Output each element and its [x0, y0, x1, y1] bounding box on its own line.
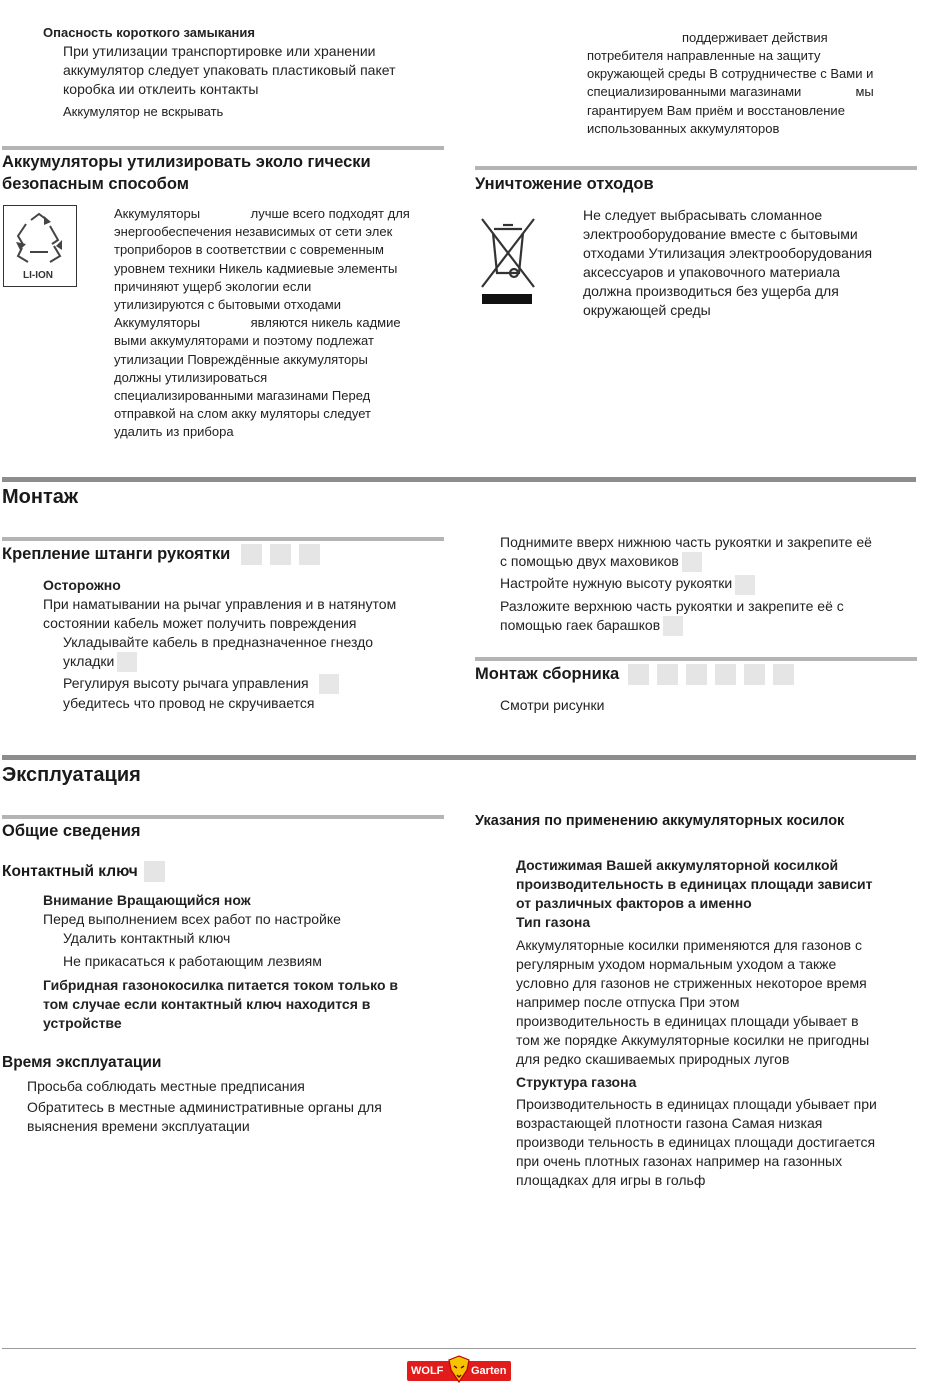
- figure-ref-box: [663, 616, 683, 636]
- wolf-garten-logo: WOLF Garten: [407, 1354, 511, 1384]
- time-title: Время эксплуатации: [2, 1054, 162, 1071]
- section-rule: [475, 657, 917, 661]
- warning-item: Удалить контактный ключ: [63, 930, 231, 946]
- figure-ref-box: [744, 664, 765, 685]
- hybrid-note: Гибридная газонокосилка питается током только в том случае если контактный ключ находится в устройстве: [43, 977, 399, 1031]
- figure-ref-box: [773, 664, 794, 685]
- short-circuit-text: При утилизации транспортировке или хранении аккумулятор следует упаковать пластиковый пакет коробка ии отклеить контакты: [63, 43, 396, 97]
- chapter-rule: [2, 755, 916, 760]
- eco-text: Аккумуляторы лучше всего подходят для энергообеспечения независимых от сети элек троприборов в соответствии с современным уровнем техники Никель кадмиевые элементы причиняют ущерб экологии если утилизируются с бытовыми отходами Аккумуляторы являются никель кадмие выми аккумуляторами и поэтому подлежат утилизации Повреждённые аккумуляторы должны утилизироваться специализированными магазинами Перед отправкой на слом акку муляторы следует удалить из прибора: [114, 206, 410, 440]
- warning-item: Не прикасаться к работающим лезвиям: [63, 953, 322, 969]
- collector-title: Монтаж сборника: [475, 663, 802, 685]
- section-rule: [2, 146, 444, 150]
- figure-ref-box: [117, 652, 137, 672]
- figure-ref-box: [270, 544, 291, 565]
- handle-title: Крепление штанги рукоятки: [2, 543, 328, 565]
- figure-ref-box: [299, 544, 320, 565]
- figure-ref-box: [319, 674, 339, 694]
- caution-title: Осторожно: [43, 577, 121, 593]
- warning-title: Внимание Вращающийся нож: [43, 892, 251, 908]
- figure-ref-box: [241, 544, 262, 565]
- lawn-type-text: Аккумуляторные косилки применяются для газонов с регулярным уходом нормальным уходом а также условно для газонов не стриженных некоторое время например после отпуска При этом производительность в единицах площади убывает в том же порядке Аккумуляторные косилки не пригодны для редко скашиваемых природных лугов: [516, 937, 870, 1067]
- figure-ref-box: [686, 664, 707, 685]
- height-item: Регулируя высоту рычага управления убедитесь что провод не скручивается: [63, 674, 339, 713]
- lawn-structure-text: Производительность в единицах площади убывает при возрастающей плотности газона Самая низкая производи тельность в единицах площади достигается при очень плотных газонах например на газонных площадках для игры в гольф: [516, 1096, 877, 1188]
- warning-text: Перед выполнением всех работ по настройке: [43, 911, 341, 927]
- section-rule: [475, 166, 917, 170]
- key-title: Контактный ключ: [2, 861, 173, 883]
- tips-intro: Достижимая Вашей аккумуляторной косилкой производительность в единицах площади зависит от различных факторов а именно: [516, 857, 873, 911]
- lawn-structure-title: Структура газона: [516, 1074, 637, 1090]
- eco-title: Аккумуляторы утилизировать эколо гически безопасным способом: [2, 153, 371, 193]
- wolf-head-icon: [447, 1354, 471, 1384]
- lawn-type-title: Тип газона: [516, 914, 591, 930]
- caution-text: При наматывании на рычаг управления и в натянутом состоянии кабель может получить повреждения: [43, 596, 397, 631]
- time-item: Просьба соблюдать местные предписания: [27, 1078, 305, 1094]
- section-rule: [2, 815, 444, 819]
- section-rule: [2, 537, 444, 541]
- tips-title: Указания по применению аккумуляторных косилок: [475, 813, 845, 829]
- time-item: Обратитесь в местные административные органы для выяснения времени эксплуатации: [27, 1099, 382, 1134]
- cable-item: Укладывайте кабель в предназначенное гнездо укладки: [63, 633, 373, 672]
- crossed-bin-icon: [476, 215, 540, 307]
- support-text: потребителя направленные на защиту окружающей среды В сотрудничестве с Вами и специализированными магазинами мы гарантируем Вам приём и восстановление использованных аккумуляторов: [587, 48, 874, 136]
- figure-ref-box: [715, 664, 736, 685]
- footer-rule: [2, 1348, 916, 1349]
- short-circuit-title: Опасность короткого замыкания: [43, 25, 255, 40]
- figure-ref-box: [657, 664, 678, 685]
- figure-ref-box: [735, 575, 755, 595]
- figure-ref-box: [682, 552, 702, 572]
- li-ion-label: LI-ION: [23, 270, 53, 281]
- montage-title: Монтаж: [2, 486, 79, 508]
- general-title: Общие сведения: [2, 822, 141, 840]
- figure-ref-box: [628, 664, 649, 685]
- no-open-note: Аккумулятор не вскрывать: [63, 104, 224, 119]
- support-line-0: поддерживает действия: [682, 30, 828, 45]
- handle-steps: Поднимите вверх нижнюю часть рукоятки и закрепите её с помощью двух маховиков Настройте нужную высоту рукоятки Разложите верхнюю часть рукоятки и закрепите её с помощью гаек барашков: [500, 533, 872, 636]
- operation-title: Эксплуатация: [2, 764, 141, 786]
- waste-title: Уничтожение отходов: [475, 175, 654, 193]
- collector-text: Смотри рисунки: [500, 697, 605, 713]
- figure-ref-box: [144, 861, 165, 882]
- chapter-rule: [2, 477, 916, 482]
- waste-text: Не следует выбрасывать сломанное электрооборудование вместе с бытовыми отходами Утилизация электрооборудования аксессуаров и упаковочного материала должна производиться без ущерба для окружающей среды: [583, 207, 873, 318]
